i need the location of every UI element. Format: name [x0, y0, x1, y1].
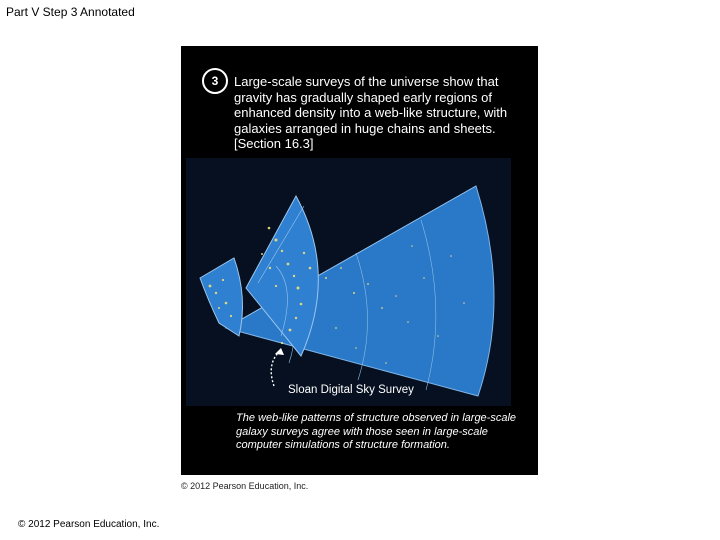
- figure-note: The web-like patterns of structure observed in large-scale galaxy surveys agree with those seen in large-scale computer simulations of structure formation.: [236, 412, 517, 451]
- figure-copyright: © 2012 Pearson Education, Inc.: [181, 481, 309, 491]
- slide-title: Part V Step 3 Annotated: [6, 5, 135, 19]
- slide-footer: © 2012 Pearson Education, Inc.: [18, 519, 160, 530]
- figure-caption: Large-scale surveys of the universe show that gravity has gradually shaped early regions of enhanced density into a web-like structure, with galaxies arranged in huge chains and sheets. [Section 16.3]: [234, 74, 508, 151]
- step-number-badge: 3: [202, 68, 228, 94]
- survey-label: Sloan Digital Sky Survey: [288, 384, 414, 396]
- figure-panel: [181, 46, 538, 475]
- sky-survey-image: [186, 158, 511, 406]
